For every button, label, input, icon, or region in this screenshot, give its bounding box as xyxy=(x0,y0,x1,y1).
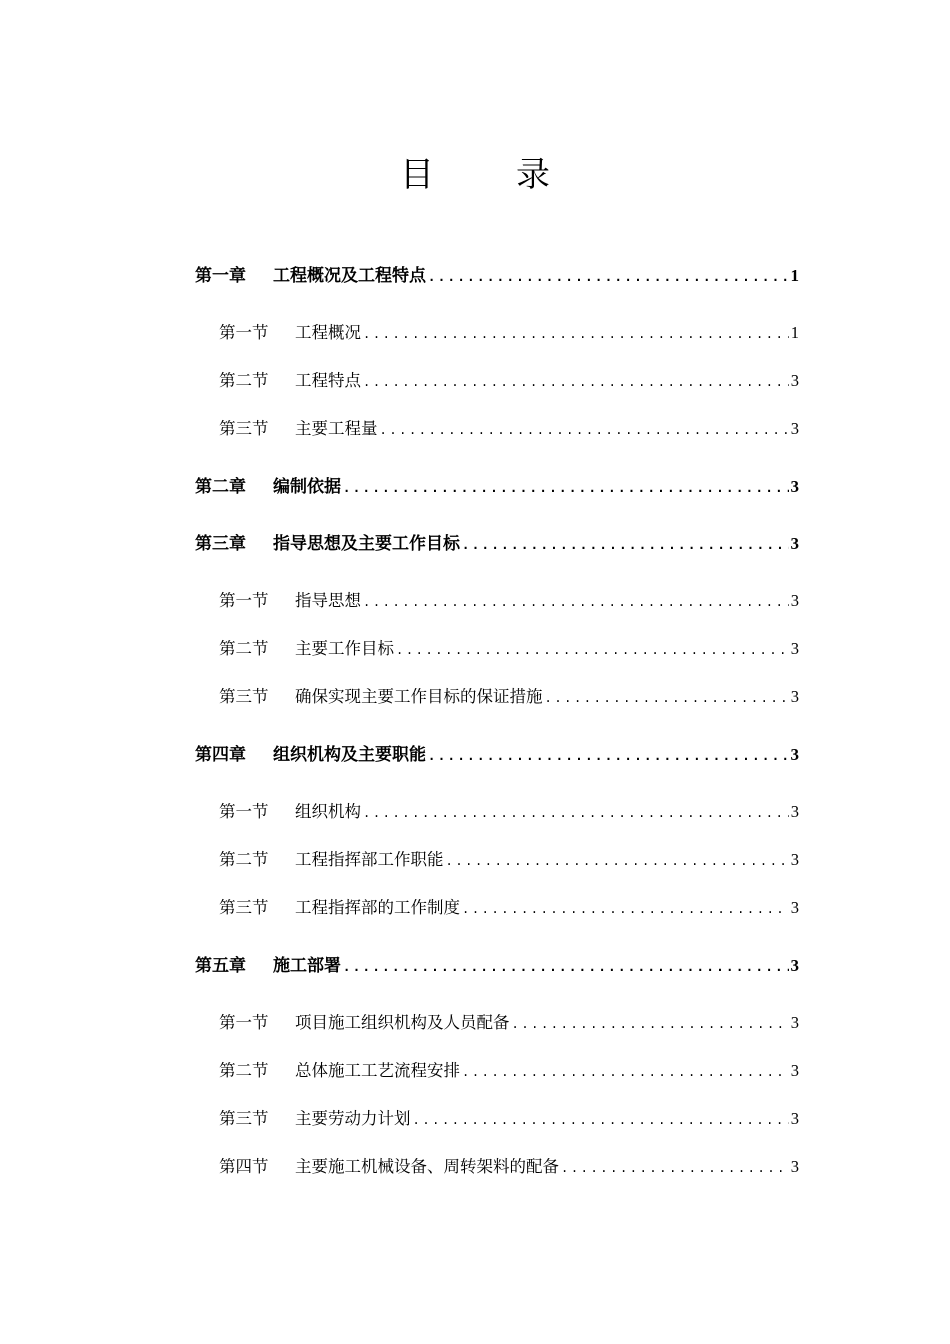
entry-number: 第五章 xyxy=(195,956,246,976)
leader-dots xyxy=(545,685,789,711)
leader-dots xyxy=(396,637,789,663)
toc-entry-chapter[interactable] xyxy=(195,742,799,768)
entry-label: 总体施工工艺流程安排 xyxy=(295,1061,460,1080)
page-number: 3 xyxy=(790,745,799,764)
toc-entry-section[interactable] xyxy=(219,1010,799,1036)
entry-label: 指导思想 xyxy=(295,591,361,610)
toc-entry-section[interactable] xyxy=(219,588,799,614)
toc-entry-chapter[interactable] xyxy=(195,474,799,500)
entry-number: 第一章 xyxy=(195,266,246,286)
leader-dots xyxy=(343,475,789,501)
entry-number: 第三节 xyxy=(219,687,269,706)
toc-entry-section[interactable] xyxy=(219,1058,799,1084)
page-number: 3 xyxy=(790,1157,799,1176)
leader-dots xyxy=(363,369,789,395)
page-number: 3 xyxy=(790,687,799,706)
leader-dots xyxy=(512,1011,789,1037)
leader-dots xyxy=(413,1107,789,1133)
page-number: 3 xyxy=(790,591,799,610)
leader-dots xyxy=(428,264,789,290)
page-number: 3 xyxy=(790,639,799,658)
page-number: 3 xyxy=(790,956,799,975)
toc-entry-section[interactable] xyxy=(219,416,799,442)
entry-label: 编制依据 xyxy=(273,477,341,497)
entry-label: 工程概况及工程特点 xyxy=(273,266,426,286)
entry-label: 主要工作目标 xyxy=(295,639,394,658)
leader-dots xyxy=(363,321,789,347)
entry-label: 主要劳动力计划 xyxy=(295,1109,411,1128)
title-char-1: 目 xyxy=(400,155,434,195)
entry-number: 第三节 xyxy=(219,898,269,917)
toc-entry-section[interactable] xyxy=(219,636,799,662)
entry-number: 第一节 xyxy=(219,1013,269,1032)
toc-entry-section[interactable] xyxy=(219,368,799,394)
entry-number: 第三节 xyxy=(219,419,269,438)
leader-dots xyxy=(363,589,789,615)
entry-number: 第二节 xyxy=(219,639,269,658)
page-number: 3 xyxy=(790,850,799,869)
leader-dots xyxy=(363,800,789,826)
toc-entry-section[interactable] xyxy=(219,1106,799,1132)
entry-number: 第二节 xyxy=(219,371,269,390)
toc-entry-section[interactable] xyxy=(219,684,799,710)
page-number: 3 xyxy=(790,477,799,496)
toc-entry-section[interactable] xyxy=(219,1154,799,1180)
entry-number: 第三节 xyxy=(219,1109,269,1128)
page-number: 3 xyxy=(790,898,799,917)
leader-dots xyxy=(343,954,789,980)
entry-number: 第三章 xyxy=(195,534,246,554)
toc-entry-chapter[interactable] xyxy=(195,263,799,289)
leader-dots xyxy=(428,743,789,769)
toc-entry-section[interactable] xyxy=(219,895,799,921)
entry-number: 第四章 xyxy=(195,745,246,765)
entry-number: 第二节 xyxy=(219,850,269,869)
page-number: 3 xyxy=(790,419,799,438)
title-char-2: 录 xyxy=(516,155,550,195)
page-number: 3 xyxy=(790,534,799,553)
entry-label: 工程指挥部工作职能 xyxy=(295,850,444,869)
entry-number: 第一节 xyxy=(219,802,269,821)
entry-label: 工程指挥部的工作制度 xyxy=(295,898,460,917)
entry-number: 第四节 xyxy=(219,1157,269,1176)
leader-dots xyxy=(380,417,789,443)
entry-number: 第一节 xyxy=(219,591,269,610)
entry-label: 组织机构及主要职能 xyxy=(273,745,426,765)
toc-entry-chapter[interactable] xyxy=(195,531,799,557)
entry-number: 第二章 xyxy=(195,477,246,497)
entry-label: 组织机构 xyxy=(295,802,361,821)
page-number: 3 xyxy=(790,1109,799,1128)
entry-label: 施工部署 xyxy=(273,956,341,976)
page-number: 3 xyxy=(790,1013,799,1032)
leader-dots xyxy=(462,896,789,922)
entry-label: 工程概况 xyxy=(295,323,361,342)
leader-dots xyxy=(462,1059,789,1085)
entry-label: 主要施工机械设备、周转架料的配备 xyxy=(295,1157,559,1176)
entry-number: 第一节 xyxy=(219,323,269,342)
page-number: 1 xyxy=(790,266,799,285)
entry-label: 确保实现主要工作目标的保证措施 xyxy=(295,687,543,706)
entry-number: 第二节 xyxy=(219,1061,269,1080)
page-number: 3 xyxy=(790,371,799,390)
page-title xyxy=(0,150,950,200)
leader-dots xyxy=(561,1155,789,1181)
page-number: 1 xyxy=(790,323,799,342)
entry-label: 项目施工组织机构及人员配备 xyxy=(295,1013,510,1032)
leader-dots xyxy=(462,532,789,558)
entry-label: 指导思想及主要工作目标 xyxy=(273,534,460,554)
entry-label: 工程特点 xyxy=(295,371,361,390)
page-number: 3 xyxy=(790,1061,799,1080)
toc-entry-section[interactable] xyxy=(219,847,799,873)
toc-entry-section[interactable] xyxy=(219,799,799,825)
toc-entry-section[interactable] xyxy=(219,320,799,346)
page-number: 3 xyxy=(790,802,799,821)
leader-dots xyxy=(446,848,789,874)
entry-label: 主要工程量 xyxy=(295,419,378,438)
toc-entry-chapter[interactable] xyxy=(195,953,799,979)
